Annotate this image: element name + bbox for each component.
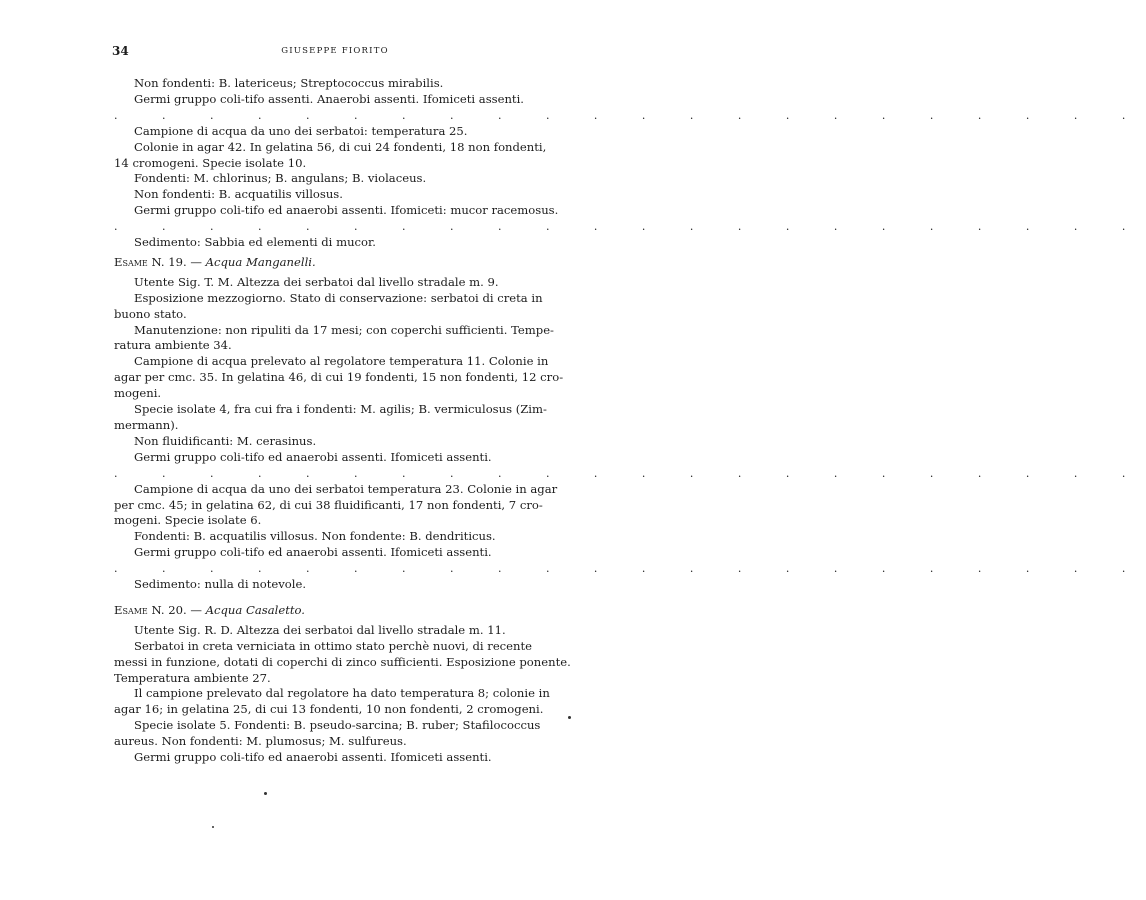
exam-20-block [114,622,571,766]
text-line: Specie isolate 5. Fondenti: B. pseudo-sarcina; B. ruber; Stafilococcus [134,718,541,733]
text-line: Sedimento: Sabbia ed elementi di mucor. [134,235,376,250]
text-line: mermann). [114,418,179,432]
text-line: agar 16; in gelatina 25, di cui 13 fondenti, 10 non fondenti, 2 cromogeni. [114,702,544,717]
dotted-separator: . . . . . . . . . . . . . . . . . . . . . . [114,108,1146,122]
dotted-separator: . . . . . . . . . . . . . . . . . . . . . . [114,466,1146,480]
page-body [114,76,1146,766]
text-line: Germi gruppo coli-tifo assenti. Anaerobi assenti. Ifomiceti assenti. [134,91,524,106]
text-line: Sedimento: nulla di notevole. [134,577,306,592]
intro-block [114,76,1146,251]
text-line: aureus. Non fondenti: M. plumosus; M. sulfureus. [114,734,407,749]
text-line: per cmc. 45; in gelatina 62, di cui 38 fluidificanti, 17 non fondenti, 7 cro- [114,497,543,512]
text-line: Non fluidificanti: M. cerasinus. [134,433,317,448]
text-line: ratura ambiente 34. [114,338,232,353]
text-line: agar per cmc. 35. In gelatina 46, di cui 19 fondenti, 15 non fondenti, 12 cro- [114,370,564,385]
text-line: Il campione prelevato dal regolatore ha dato temperatura 8; colonie in [134,686,550,701]
text-line: Germi gruppo coli-tifo ed anaerobi assenti. Ifomiceti assenti. [134,449,492,464]
speck-mark [568,716,571,719]
dotted-separator: . . . . . . . . . . . . . . . . . . . . . . [114,562,1146,576]
speck-mark [212,826,214,828]
page-header [112,44,558,60]
text-line: Temperatura ambiente 27. [114,670,271,685]
text-line: Campione di acqua da uno dei serbatoi: temperatura 25. [134,123,468,138]
text-line: Serbatoi in creta verniciata in ottimo stato perchè nuovi, di recente [134,638,533,653]
text-line: Fondenti: B. acquatilis villosus. Non fondente: B. dendriticus. [134,529,496,544]
exam-20-title: Acqua Casaletto. [205,602,305,617]
text-line: buono stato. [114,306,187,321]
text-line: Colonie in agar 42. In gelatina 56, di cui 24 fondenti, 18 non fondenti, [134,139,547,154]
text-line: mogeni. [114,386,162,401]
page-number: 34 [112,44,129,58]
text-line: 14 cromogeni. Specie isolate 10. [114,155,307,170]
text-line: Non fondenti: B. latericeus; Streptococcus mirabilis. [134,76,444,90]
text-line: messi in funzione, dotati di coperchi di zinco sufficienti. Esposizione ponente. [114,654,571,669]
text-line: mogeni. Specie isolate 6. [114,513,262,528]
speck-mark [264,792,267,795]
text-line: Esposizione mezzogiorno. Stato di conservazione: serbatoi di creta in [134,290,543,305]
exam-20-heading [114,603,560,619]
text-line: Germi gruppo coli-tifo ed anaerobi assenti. Ifomiceti assenti. [134,750,492,765]
exam-19-label: Esame N. 19. — [114,254,202,269]
exam-20-label: Esame N. 20. — [114,602,202,617]
text-line: Non fondenti: B. acquatilis villosus. [134,187,343,202]
text-line: Specie isolate 4, fra cui fra i fondenti: M. agilis; B. vermiculosus (Zim- [134,402,547,417]
exam-19-heading [114,255,560,271]
exam-19-block [114,274,1146,593]
text-line: Campione di acqua da uno dei serbatoi temperatura 23. Colonie in agar [134,481,558,496]
text-line: Utente Sig. R. D. Altezza dei serbatoi dal livello stradale m. 11. [134,622,506,637]
text-line: Germi gruppo coli-tifo ed anaerobi assenti. Ifomiceti assenti. [134,545,492,560]
exam-19-title: Acqua Manganelli. [205,254,316,269]
text-line: Manutenzione: non ripuliti da 17 mesi; con coperchi sufficienti. Tempe- [134,322,554,337]
text-line: Campione di acqua prelevato al regolatore temperatura 11. Colonie in [134,354,549,369]
dotted-separator: . . . . . . . . . . . . . . . . . . . . . . [114,220,1146,234]
text-line: Fondenti: M. chlorinus; B. angulans; B. violaceus. [134,171,427,186]
text-line: Germi gruppo coli-tifo ed anaerobi assenti. Ifomiceti: mucor racemosus. [134,203,559,218]
text-line: Utente Sig. T. M. Altezza dei serbatoi dal livello stradale m. 9. [134,274,499,289]
running-title: GIUSEPPE FIORITO [281,46,389,56]
